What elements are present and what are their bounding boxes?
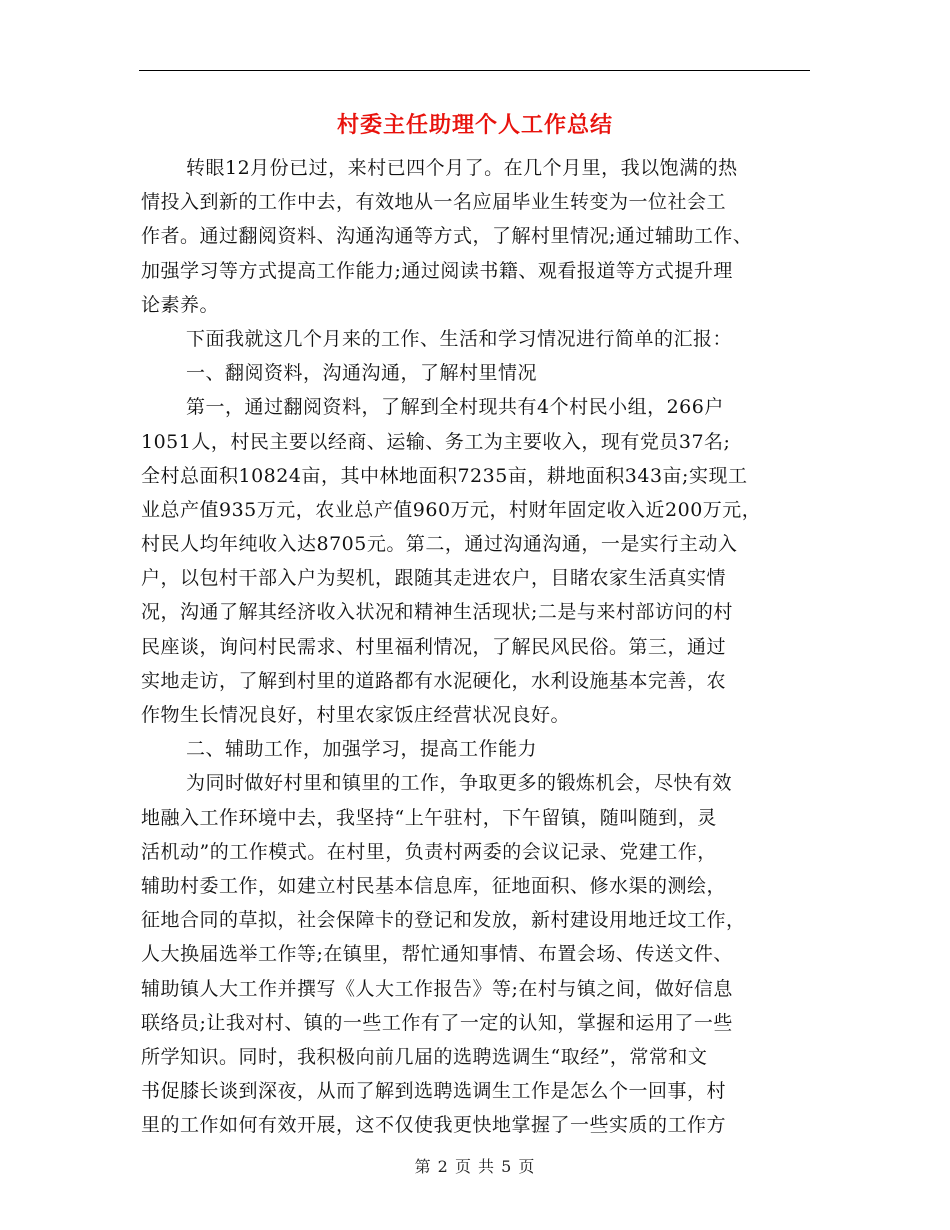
text-line: 民座谈，询问村民需求、村里福利情况，了解民风民俗。第三，通过 bbox=[141, 635, 727, 658]
text-line: 情投入到新的工作中去，有效地从一名应届毕业生转变为一位社会工 bbox=[141, 191, 727, 214]
text-line: 活机动”的工作模式。在村里，负责村两委的会议记录、党建工作， bbox=[141, 840, 717, 863]
document-body bbox=[141, 151, 821, 1142]
text-line: 一、翻阅资料，沟通沟通，了解村里情况 bbox=[186, 362, 538, 385]
page-footer: 第 2 页 共 5 页 bbox=[414, 1157, 536, 1176]
text-line: 里的工作如何有效开展，这不仅使我更快地掌握了一些实质的工作方 bbox=[141, 1114, 727, 1137]
document-title: 村委主任助理个人工作总结 bbox=[336, 113, 613, 138]
text-line: 二、辅助工作，加强学习，提高工作能力 bbox=[186, 738, 538, 761]
text-line: 作物生长情况良好，村里农家饭庄经营状况良好。 bbox=[141, 704, 571, 726]
text-line: 论素养。 bbox=[141, 293, 220, 316]
text-line: 实地走访，了解到村里的道路都有水泥硬化，水利设施基本完善，农 bbox=[141, 669, 727, 692]
text-line: 全村总面积10824亩，其中林地面积7235亩，耕地面积343亩;实现工 bbox=[141, 464, 748, 487]
text-line: 1051人，村民主要以经商、运输、务工为主要收入，现有党员37名; bbox=[141, 430, 731, 453]
text-line: 人大换届选举工作等;在镇里，帮忙通知事情、布置会场、传送文件、 bbox=[141, 943, 733, 966]
text-line: 联络员;让我对村、镇的一些工作有了一定的认知，掌握和运用了一些 bbox=[141, 1011, 733, 1034]
text-line: 征地合同的草拟，社会保障卡的登记和发放，新村建设用地迁坟工作， bbox=[141, 909, 746, 932]
text-line: 下面我就这几个月来的工作、生活和学习情况进行简单的汇报： bbox=[186, 327, 733, 350]
text-line: 书促膝长谈到深夜，从而了解到选聘选调生工作是怎么个一回事，村 bbox=[141, 1080, 727, 1103]
text-line: 辅助镇人大工作并撰写《人大工作报告》等;在村与镇之间，做好信息 bbox=[141, 977, 733, 1000]
text-line: 加强学习等方式提高工作能力;通过阅读书籍、观看报道等方式提升理 bbox=[141, 259, 733, 282]
text-line: 转眼12月份已过，来村已四个月了。在几个月里，我以饱满的热 bbox=[186, 157, 738, 179]
text-line: 为同时做好村里和镇里的工作，争取更多的锻炼机会，尽快有效 bbox=[186, 772, 733, 795]
text-line: 业总产值935万元，农业总产值960万元，村财年固定收入近200万元， bbox=[141, 498, 762, 521]
text-line: 况，沟通了解其经济收入状况和精神生活现状;二是与来村部访问的村 bbox=[141, 601, 733, 624]
text-line: 村民人均年纯收入达8705元。第二，通过沟通沟通，一是实行主动入 bbox=[141, 533, 738, 556]
text-line: 第一，通过翻阅资料，了解到全村现共有4个村民小组，266户 bbox=[186, 396, 724, 419]
text-line: 地融入工作环境中去，我坚持“上午驻村，下午留镇，随叫随到，灵 bbox=[141, 806, 717, 829]
text-line: 作者。通过翻阅资料、沟通沟通等方式，了解村里情况;通过辅助工作、 bbox=[141, 225, 753, 248]
text-line: 户，以包村干部入户为契机，跟随其走进农户，目睹农家生活真实情 bbox=[141, 567, 727, 590]
header-rule bbox=[139, 70, 810, 71]
text-line: 辅助村委工作，如建立村民基本信息库，征地面积、修水渠的测绘， bbox=[141, 874, 727, 897]
text-line: 所学知识。同时，我积极向前几届的选聘选调生“取经”，常常和文 bbox=[141, 1045, 708, 1068]
